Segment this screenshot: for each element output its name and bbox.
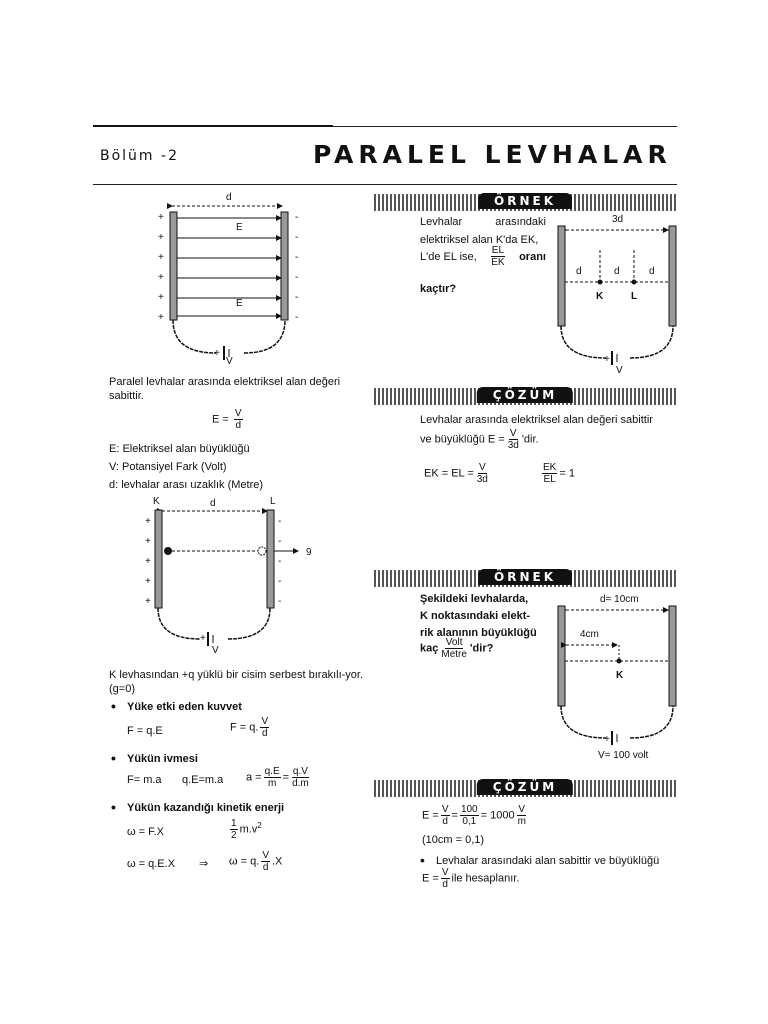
- fig1-v: V: [226, 356, 233, 367]
- sol1-ratio: $\frac{EK}{EL}$ = 1: [543, 462, 575, 485]
- svg-text:+: +: [200, 633, 206, 644]
- ex1-v: V: [616, 365, 623, 376]
- ex1-figure: [550, 210, 685, 380]
- force-formula-1: F = q.E: [127, 725, 163, 737]
- section-energy-title: • Yükün kazandığı kinetik enerji: [127, 801, 284, 815]
- fig1-bat-plus: +: [214, 348, 220, 359]
- page-title: PARALEL LEVHALAR: [313, 140, 672, 169]
- svg-text:-: -: [295, 272, 299, 283]
- solution-1-banner: ÇÖZÜM: [374, 388, 676, 405]
- definition-d: d: levhalar arası uzaklık (Metre): [109, 479, 264, 491]
- energy-formula-1: ω = F.X: [127, 826, 165, 838]
- ex2-k: K: [616, 670, 624, 681]
- ex2-volt-label: V= 100 volt: [598, 750, 649, 761]
- ex1-question-line1: Levhalar arasındaki: [420, 216, 546, 228]
- ex2-question-line3: rik alanının büyüklüğü: [420, 627, 537, 639]
- sol1-line1: Levhalar arasında elektriksel alan değeri sabittir: [420, 414, 653, 426]
- ex2-figure: [550, 590, 685, 765]
- ex1-k: K: [596, 291, 604, 302]
- figure-charge-release: [140, 494, 320, 656]
- svg-text:+: +: [158, 232, 164, 243]
- ex2-question-line4: kaç $\frac{\text{Volt}}{\text{Metre}}$ 'dir?: [420, 637, 494, 660]
- implies-symbol: ⇒: [199, 858, 209, 870]
- fig2-k: K: [153, 496, 160, 507]
- svg-text:+: +: [158, 292, 164, 303]
- svg-text:+: +: [145, 576, 151, 587]
- section-force-title: • Yüke etki eden kuvvet: [127, 700, 242, 714]
- force-formula-2: F = q. $\frac{V}{d}$: [230, 716, 269, 739]
- ex1-question-line3: L'de EL ise, $\frac{EL}{EK}$ oranı: [420, 245, 546, 268]
- fig2-l: L: [270, 496, 276, 507]
- svg-text:+: +: [158, 252, 164, 263]
- svg-text:-: -: [278, 556, 282, 567]
- fig1-minus-signs: [295, 212, 298, 323]
- fig2-signs: [145, 516, 281, 607]
- svg-text:+: +: [604, 734, 610, 745]
- fig2-v: V: [212, 645, 219, 656]
- example-1-banner: ÖRNEK: [374, 194, 676, 211]
- svg-text:-: -: [295, 212, 299, 223]
- ex2-distance-label: d= 10cm: [600, 594, 639, 605]
- sol1-line2: ve büyüklüğü E = $\frac{V}{3d}$ 'dir.: [420, 428, 539, 451]
- sol2-equation: E = $\frac{V}{d}$ = $\frac{100}{0,1}$ = 1000 $\frac{V}{m}$: [422, 804, 526, 827]
- energy-formula-2: ω = q.E.X: [127, 858, 176, 870]
- svg-text:+: +: [158, 272, 164, 283]
- definition-v: V: Potansiyel Fark (Volt): [109, 461, 227, 473]
- fig2-arrow-label: 9: [306, 547, 312, 558]
- svg-text:+: +: [158, 312, 164, 323]
- intro-paragraph: Paralel levhalar arasında elektriksel alan değeri sabittir.: [109, 376, 341, 402]
- ex1-question-line4: kaçtır?: [420, 283, 457, 295]
- svg-text:+: +: [604, 354, 610, 365]
- figure-parallel-plates-field: [150, 188, 310, 368]
- example-2-banner: ÖRNEK: [374, 570, 676, 587]
- ex2-4cm-label: 4cm: [580, 629, 599, 640]
- svg-text:-: -: [278, 536, 282, 547]
- solution-2-banner: ÇÖZÜM: [374, 780, 676, 797]
- header-rule-bottom: [93, 184, 677, 185]
- chapter-label: Bölüm -2: [100, 148, 179, 164]
- svg-text:-: -: [295, 312, 299, 323]
- svg-text:-: -: [295, 292, 299, 303]
- sol2-note: (10cm = 0,1): [422, 834, 485, 846]
- sol2-last-line: E = $\frac{V}{d}$ ile hesaplanır.: [422, 867, 520, 890]
- svg-text:d: d: [576, 266, 582, 277]
- energy-formula-3: ω = q. $\frac{V}{d}$ .X: [229, 850, 283, 873]
- ex1-question-line2: elektriksel alan K'da EK,: [420, 234, 539, 246]
- accel-formula-1: F= m.a: [127, 774, 162, 786]
- ex1-3d-label: 3d: [612, 214, 624, 225]
- sol1-equation: EK = EL = $\frac{V}{3d}$: [424, 462, 488, 485]
- accel-formula-2: q.E=m.a: [182, 774, 224, 786]
- accel-formula-3: a = $\frac{q.E}{m}$ = $\frac{q.V}{d.m}$: [246, 766, 309, 789]
- field-formula: E = $\frac{V}{d}$: [212, 408, 242, 431]
- fig1-field-lines: [177, 218, 281, 316]
- ex2-question-line2: K noktasındaki elekt-: [420, 610, 531, 622]
- svg-text:-: -: [295, 252, 299, 263]
- svg-text:+: +: [158, 212, 164, 223]
- section-acceleration-title: • Yükün ivmesi: [127, 752, 198, 766]
- header-rule-top-bold: [93, 125, 333, 127]
- ex1-l: L: [631, 291, 638, 302]
- fig2-d: d: [210, 498, 216, 509]
- fig1-d-label: d: [226, 192, 232, 203]
- fig1-e-top: E: [236, 222, 243, 233]
- definition-e: E: Elektriksel alan büyüklüğü: [109, 443, 250, 455]
- svg-text:+: +: [145, 556, 151, 567]
- svg-text:+: +: [145, 596, 151, 607]
- svg-text:+: +: [145, 516, 151, 527]
- energy-formula-half: $\frac{1}{2}$ $m.v^2$: [231, 818, 262, 841]
- release-paragraph: K levhasından +q yüklü bir cisim serbest bırakılı-yor. (g=0): [109, 669, 364, 695]
- fig1-e-bottom: E: [236, 298, 243, 309]
- svg-text:d: d: [649, 266, 655, 277]
- svg-text:+: +: [145, 536, 151, 547]
- svg-text:d: d: [614, 266, 620, 277]
- svg-text:-: -: [278, 516, 282, 527]
- svg-text:-: -: [295, 232, 299, 243]
- svg-text:-: -: [278, 576, 282, 587]
- fig1-plus-signs: [158, 212, 164, 323]
- ex2-question-line1: Şekildeki levhalarda,: [420, 593, 529, 605]
- svg-text:-: -: [278, 596, 282, 607]
- sol2-bullet: • Levhalar arasındaki alan sabittir ve büyüklüğü: [436, 854, 659, 868]
